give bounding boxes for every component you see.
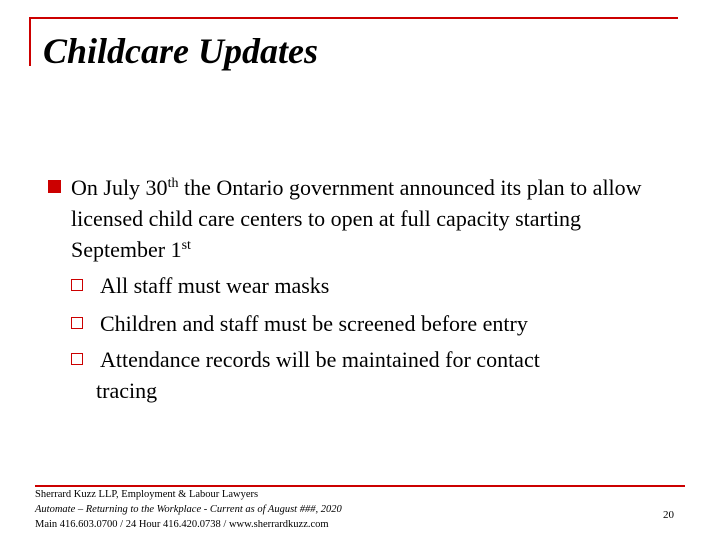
slide-title: Childcare Updates	[43, 31, 318, 71]
main-bullet-text	[71, 172, 671, 265]
title-top-rule	[29, 17, 678, 19]
sub-bullet-screening: Children and staff must be screened before entry	[100, 311, 528, 336]
footer-contact: Main 416.603.0700 / 24 Hour 416.420.0738 / www.sherrardkuzz.com	[35, 519, 329, 530]
hollow-square-bullet-icon	[71, 353, 83, 365]
page-number: 20	[663, 509, 674, 521]
main-bullet-sup1: th	[167, 176, 179, 191]
hollow-square-bullet-icon	[71, 279, 83, 291]
title-left-rule	[29, 17, 31, 66]
footer-firm: Sherrard Kuzz LLP, Employment & Labour Lawyers	[35, 489, 259, 500]
square-bullet-icon	[48, 180, 61, 193]
main-bullet-sup2: st	[181, 238, 191, 253]
sub-bullet-attendance-continuation: tracing	[96, 378, 158, 403]
main-bullet-part2: the Ontario government announced its plan to allow licensed child care centers to open at full capacity starting September 1	[71, 175, 642, 262]
sub-bullet-attendance: Attendance records will be maintained for contact	[100, 347, 540, 372]
main-bullet-part1: On July 30	[71, 175, 168, 200]
footer-presentation: Automate – Returning to the Workplace - Current as of August ###, 2020	[35, 504, 342, 515]
footer-info	[35, 487, 342, 532]
hollow-square-bullet-icon	[71, 317, 83, 329]
sub-bullet-masks: All staff must wear masks	[100, 273, 330, 298]
